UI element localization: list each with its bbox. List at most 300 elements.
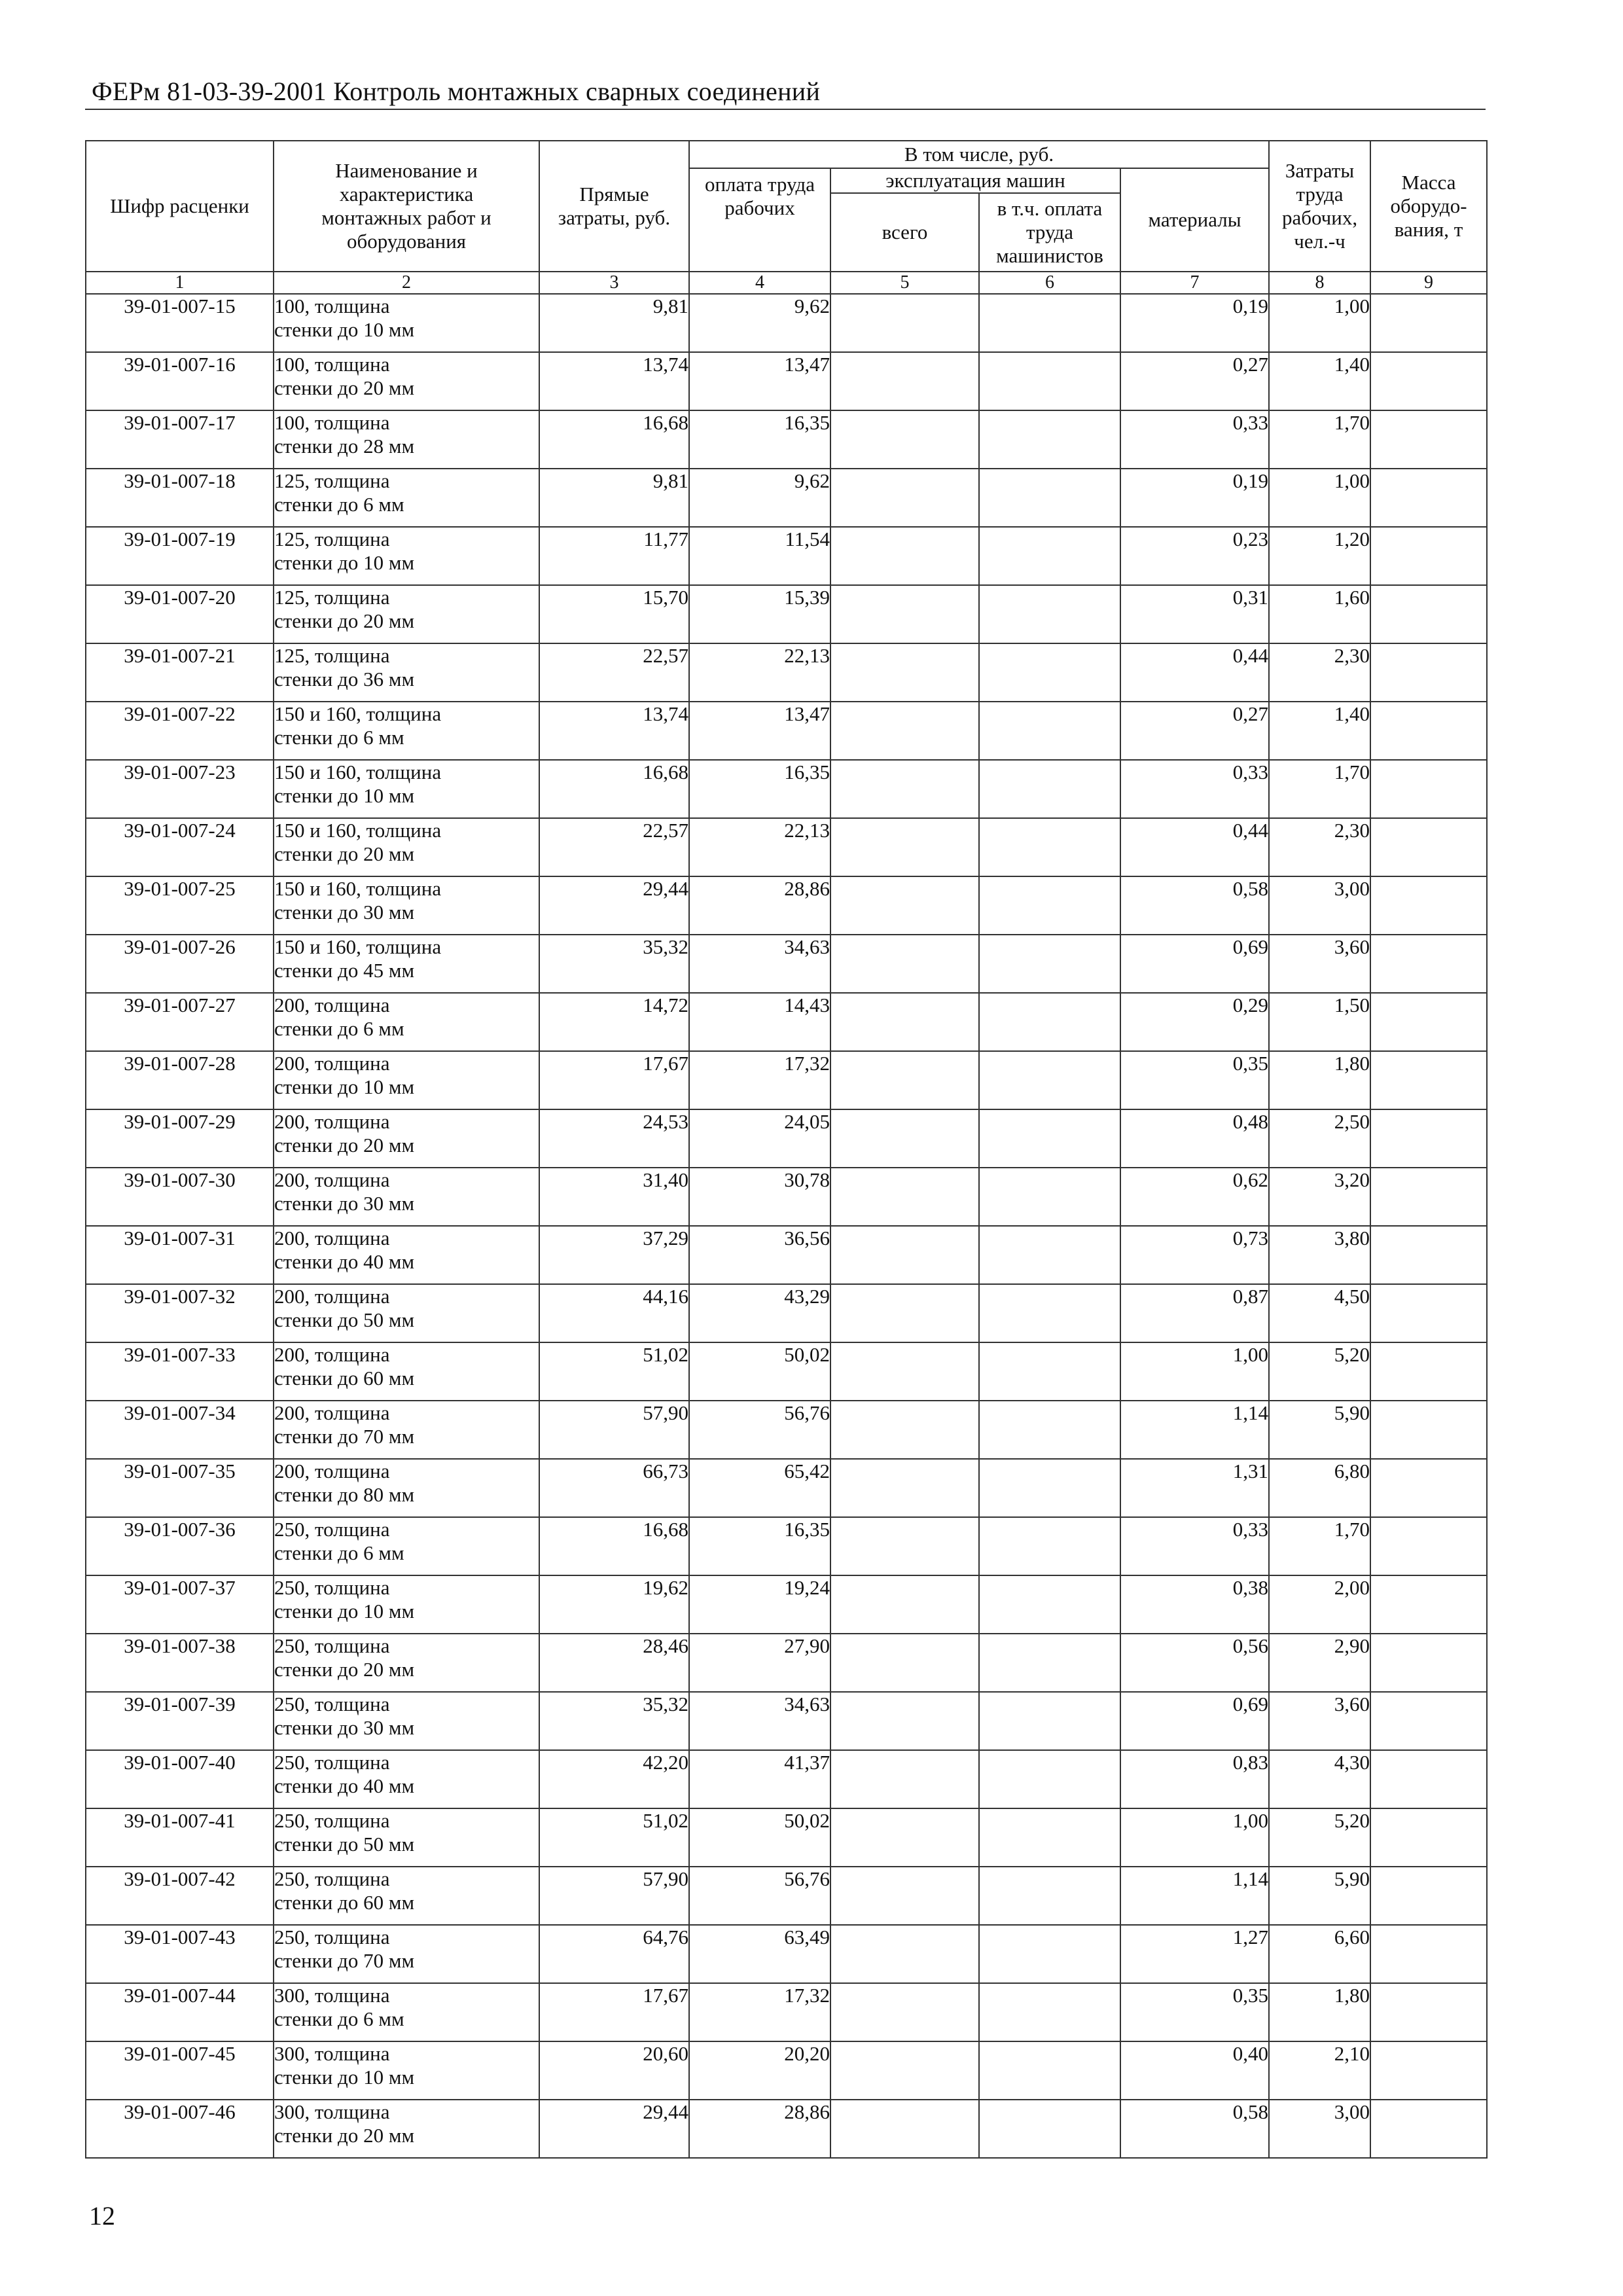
cell-code: 39-01-007-28 xyxy=(86,1051,274,1109)
cell-direct-costs: 35,32 xyxy=(539,935,689,993)
cell-labor-pay: 11,54 xyxy=(689,527,830,585)
description-line-2: стенки до 36 мм xyxy=(274,668,415,691)
description-line-1: 250, толщина xyxy=(274,1693,390,1715)
cell-materials: 0,62 xyxy=(1120,1168,1269,1226)
cell-labor-hours: 5,90 xyxy=(1269,1867,1370,1925)
cell-code: 39-01-007-16 xyxy=(86,352,274,410)
cell-direct-costs: 9,81 xyxy=(539,294,689,352)
cell-labor-pay: 14,43 xyxy=(689,993,830,1051)
header-machine-operation: эксплуатация машин xyxy=(830,168,1120,193)
cell-labor-pay: 17,32 xyxy=(689,1983,830,2041)
cell-machinist-pay xyxy=(979,760,1120,818)
cell-description xyxy=(274,1867,539,1925)
description-line-1: 250, толщина xyxy=(274,1867,390,1890)
cell-code: 39-01-007-32 xyxy=(86,1284,274,1342)
cell-equipment-mass xyxy=(1370,702,1487,760)
cell-machine-total xyxy=(830,1808,979,1867)
cell-machinist-pay xyxy=(979,1575,1120,1634)
cell-direct-costs: 13,74 xyxy=(539,352,689,410)
cell-equipment-mass xyxy=(1370,1808,1487,1867)
description-line-1: 125, толщина xyxy=(274,528,390,550)
cell-description xyxy=(274,993,539,1051)
cell-labor-hours: 6,80 xyxy=(1269,1459,1370,1517)
cell-machinist-pay xyxy=(979,1342,1120,1401)
description-line-2: стенки до 50 мм xyxy=(274,1308,415,1331)
cell-direct-costs: 57,90 xyxy=(539,1401,689,1459)
table-row xyxy=(86,1109,1487,1168)
cell-direct-costs: 22,57 xyxy=(539,643,689,702)
cell-labor-pay: 9,62 xyxy=(689,469,830,527)
cell-description xyxy=(274,1692,539,1750)
cell-direct-costs: 29,44 xyxy=(539,876,689,935)
cell-equipment-mass xyxy=(1370,410,1487,469)
cell-materials: 1,27 xyxy=(1120,1925,1269,1983)
description-line-2: стенки до 80 мм xyxy=(274,1483,415,1506)
cell-code: 39-01-007-35 xyxy=(86,1459,274,1517)
description-line-1: 150 и 160, толщина xyxy=(274,935,442,958)
cell-labor-hours: 2,10 xyxy=(1269,2041,1370,2100)
cell-labor-hours: 2,90 xyxy=(1269,1634,1370,1692)
header-direct-costs: Прямые затраты, руб. xyxy=(539,141,689,272)
cell-materials: 0,48 xyxy=(1120,1109,1269,1168)
table-row xyxy=(86,1226,1487,1284)
cell-machinist-pay xyxy=(979,993,1120,1051)
cell-machinist-pay xyxy=(979,585,1120,643)
cell-machine-total xyxy=(830,1692,979,1750)
table-row xyxy=(86,1808,1487,1867)
cell-labor-hours: 4,50 xyxy=(1269,1284,1370,1342)
cell-machine-total xyxy=(830,585,979,643)
table-row xyxy=(86,1168,1487,1226)
cell-equipment-mass xyxy=(1370,2100,1487,2158)
cell-machine-total xyxy=(830,1634,979,1692)
cell-code: 39-01-007-26 xyxy=(86,935,274,993)
description-line-1: 200, толщина xyxy=(274,1110,390,1133)
cell-direct-costs: 16,68 xyxy=(539,760,689,818)
cell-equipment-mass xyxy=(1370,760,1487,818)
cell-labor-hours: 1,80 xyxy=(1269,1983,1370,2041)
table-row xyxy=(86,1983,1487,2041)
cell-labor-pay: 17,32 xyxy=(689,1051,830,1109)
cell-labor-pay: 30,78 xyxy=(689,1168,830,1226)
cell-labor-hours: 3,20 xyxy=(1269,1168,1370,1226)
cell-machinist-pay xyxy=(979,1226,1120,1284)
cell-direct-costs: 13,74 xyxy=(539,702,689,760)
cell-code: 39-01-007-29 xyxy=(86,1109,274,1168)
cell-labor-pay: 28,86 xyxy=(689,2100,830,2158)
cell-machine-total xyxy=(830,2100,979,2158)
cell-description xyxy=(274,2041,539,2100)
cell-description xyxy=(274,1284,539,1342)
description-line-2: стенки до 20 мм xyxy=(274,376,415,399)
cell-materials: 0,23 xyxy=(1120,527,1269,585)
cell-code: 39-01-007-45 xyxy=(86,2041,274,2100)
cell-materials: 0,35 xyxy=(1120,1051,1269,1109)
cell-labor-pay: 34,63 xyxy=(689,1692,830,1750)
description-line-2: стенки до 30 мм xyxy=(274,1716,415,1739)
cell-materials: 0,44 xyxy=(1120,818,1269,876)
cell-equipment-mass xyxy=(1370,1168,1487,1226)
table-row xyxy=(86,1575,1487,1634)
description-line-1: 250, толщина xyxy=(274,1518,390,1541)
cell-machinist-pay xyxy=(979,1808,1120,1867)
cell-direct-costs: 22,57 xyxy=(539,818,689,876)
cell-machine-total xyxy=(830,2041,979,2100)
cell-code: 39-01-007-21 xyxy=(86,643,274,702)
cell-machinist-pay xyxy=(979,876,1120,935)
cell-machinist-pay xyxy=(979,1459,1120,1517)
description-line-1: 250, толщина xyxy=(274,1809,390,1832)
cell-code: 39-01-007-44 xyxy=(86,1983,274,2041)
cell-machinist-pay xyxy=(979,1634,1120,1692)
description-line-1: 100, толщина xyxy=(274,411,390,434)
cell-machinist-pay xyxy=(979,2100,1120,2158)
cell-machine-total xyxy=(830,760,979,818)
cell-code: 39-01-007-23 xyxy=(86,760,274,818)
cell-materials: 0,19 xyxy=(1120,294,1269,352)
cell-materials: 1,00 xyxy=(1120,1342,1269,1401)
cell-labor-hours: 2,00 xyxy=(1269,1575,1370,1634)
column-number: 7 xyxy=(1120,272,1269,294)
cell-labor-pay: 13,47 xyxy=(689,702,830,760)
description-line-1: 150 и 160, толщина xyxy=(274,819,442,842)
description-line-2: стенки до 60 мм xyxy=(274,1367,415,1390)
table-row xyxy=(86,1634,1487,1692)
cell-machine-total xyxy=(830,1226,979,1284)
cell-labor-pay: 41,37 xyxy=(689,1750,830,1808)
cell-labor-pay: 24,05 xyxy=(689,1109,830,1168)
cell-labor-pay: 50,02 xyxy=(689,1342,830,1401)
description-line-2: стенки до 20 мм xyxy=(274,1658,415,1681)
description-line-1: 200, толщина xyxy=(274,1052,390,1075)
table-row xyxy=(86,702,1487,760)
cell-machine-total xyxy=(830,818,979,876)
cell-description xyxy=(274,1750,539,1808)
cell-machine-total xyxy=(830,1983,979,2041)
description-line-2: стенки до 50 мм xyxy=(274,1833,415,1856)
cell-labor-pay: 27,90 xyxy=(689,1634,830,1692)
description-line-1: 250, толщина xyxy=(274,1926,390,1948)
cell-materials: 0,29 xyxy=(1120,993,1269,1051)
cell-equipment-mass xyxy=(1370,1284,1487,1342)
cell-machine-total xyxy=(830,702,979,760)
header-machine-total: всего xyxy=(830,193,979,272)
description-line-1: 100, толщина xyxy=(274,353,390,376)
cell-labor-pay: 16,35 xyxy=(689,410,830,469)
cell-description xyxy=(274,818,539,876)
cell-labor-hours: 3,80 xyxy=(1269,1226,1370,1284)
cell-labor-hours: 1,70 xyxy=(1269,410,1370,469)
cell-labor-pay: 20,20 xyxy=(689,2041,830,2100)
cell-code: 39-01-007-34 xyxy=(86,1401,274,1459)
cell-labor-hours: 6,60 xyxy=(1269,1925,1370,1983)
cell-labor-hours: 1,40 xyxy=(1269,702,1370,760)
cell-materials: 0,33 xyxy=(1120,1517,1269,1575)
cell-description xyxy=(274,294,539,352)
page-number: 12 xyxy=(89,2201,115,2231)
cell-machine-total xyxy=(830,1517,979,1575)
table-row xyxy=(86,2041,1487,2100)
cell-code: 39-01-007-40 xyxy=(86,1750,274,1808)
description-line-1: 300, толщина xyxy=(274,2100,390,2123)
table-row xyxy=(86,876,1487,935)
cell-direct-costs: 14,72 xyxy=(539,993,689,1051)
cell-description xyxy=(274,1051,539,1109)
cell-code: 39-01-007-24 xyxy=(86,818,274,876)
cell-materials: 0,58 xyxy=(1120,876,1269,935)
description-line-1: 150 и 160, толщина xyxy=(274,702,442,725)
cell-code: 39-01-007-39 xyxy=(86,1692,274,1750)
cell-equipment-mass xyxy=(1370,935,1487,993)
description-line-1: 300, толщина xyxy=(274,1984,390,2007)
description-line-1: 150 и 160, толщина xyxy=(274,877,442,900)
cell-direct-costs: 35,32 xyxy=(539,1692,689,1750)
cell-direct-costs: 9,81 xyxy=(539,469,689,527)
cell-labor-pay: 63,49 xyxy=(689,1925,830,1983)
cell-materials: 0,87 xyxy=(1120,1284,1269,1342)
description-line-2: стенки до 10 мм xyxy=(274,551,415,574)
cell-description xyxy=(274,1226,539,1284)
column-number: 1 xyxy=(86,272,274,294)
cell-equipment-mass xyxy=(1370,876,1487,935)
cell-labor-pay: 9,62 xyxy=(689,294,830,352)
cell-machinist-pay xyxy=(979,410,1120,469)
cell-labor-hours: 2,30 xyxy=(1269,643,1370,702)
cell-machinist-pay xyxy=(979,1109,1120,1168)
cell-materials: 0,35 xyxy=(1120,1983,1269,2041)
cell-description xyxy=(274,1517,539,1575)
table-row xyxy=(86,1750,1487,1808)
cell-materials: 0,40 xyxy=(1120,2041,1269,2100)
description-line-1: 200, толщина xyxy=(274,1227,390,1249)
column-number: 3 xyxy=(539,272,689,294)
description-line-2: стенки до 45 мм xyxy=(274,959,415,982)
cell-materials: 0,58 xyxy=(1120,2100,1269,2158)
table-row xyxy=(86,993,1487,1051)
cell-equipment-mass xyxy=(1370,2041,1487,2100)
cell-equipment-mass xyxy=(1370,1051,1487,1109)
cell-direct-costs: 17,67 xyxy=(539,1983,689,2041)
header-machinist-pay: в т.ч. оплата труда машинистов xyxy=(979,193,1120,272)
cell-machine-total xyxy=(830,643,979,702)
description-line-1: 150 и 160, толщина xyxy=(274,761,442,783)
column-number: 2 xyxy=(274,272,539,294)
rates-table xyxy=(85,140,1488,2159)
cell-labor-pay: 34,63 xyxy=(689,935,830,993)
cell-description xyxy=(274,352,539,410)
cell-materials: 0,69 xyxy=(1120,1692,1269,1750)
description-line-2: стенки до 20 мм xyxy=(274,1134,415,1157)
description-line-1: 250, толщина xyxy=(274,1576,390,1599)
cell-labor-pay: 13,47 xyxy=(689,352,830,410)
cell-materials: 0,56 xyxy=(1120,1634,1269,1692)
cell-materials: 1,00 xyxy=(1120,1808,1269,1867)
cell-description xyxy=(274,585,539,643)
cell-labor-hours: 3,00 xyxy=(1269,2100,1370,2158)
cell-labor-hours: 5,90 xyxy=(1269,1401,1370,1459)
cell-labor-pay: 22,13 xyxy=(689,818,830,876)
cell-machinist-pay xyxy=(979,1401,1120,1459)
cell-direct-costs: 24,53 xyxy=(539,1109,689,1168)
cell-direct-costs: 31,40 xyxy=(539,1168,689,1226)
cell-labor-hours: 3,00 xyxy=(1269,876,1370,935)
cell-code: 39-01-007-38 xyxy=(86,1634,274,1692)
cell-direct-costs: 44,16 xyxy=(539,1284,689,1342)
cell-labor-pay: 16,35 xyxy=(689,1517,830,1575)
cell-machine-total xyxy=(830,1459,979,1517)
column-number: 6 xyxy=(979,272,1120,294)
cell-code: 39-01-007-20 xyxy=(86,585,274,643)
cell-machine-total xyxy=(830,469,979,527)
cell-labor-pay: 43,29 xyxy=(689,1284,830,1342)
description-line-1: 100, толщина xyxy=(274,295,390,317)
cell-materials: 1,14 xyxy=(1120,1401,1269,1459)
cell-machine-total xyxy=(830,294,979,352)
cell-direct-costs: 64,76 xyxy=(539,1925,689,1983)
table-row xyxy=(86,1051,1487,1109)
header-labor-pay: оплата труда рабочих xyxy=(689,168,830,272)
cell-labor-hours: 1,00 xyxy=(1269,294,1370,352)
cell-machinist-pay xyxy=(979,1983,1120,2041)
cell-machine-total xyxy=(830,876,979,935)
cell-code: 39-01-007-42 xyxy=(86,1867,274,1925)
cell-equipment-mass xyxy=(1370,993,1487,1051)
table-row xyxy=(86,1925,1487,1983)
cell-labor-hours: 1,00 xyxy=(1269,469,1370,527)
header-materials: материалы xyxy=(1120,168,1269,272)
cell-machinist-pay xyxy=(979,1925,1120,1983)
table-row xyxy=(86,527,1487,585)
header-including: В том числе, руб. xyxy=(689,141,1269,168)
cell-description xyxy=(274,702,539,760)
cell-materials: 1,31 xyxy=(1120,1459,1269,1517)
cell-description xyxy=(274,1459,539,1517)
cell-labor-hours: 5,20 xyxy=(1269,1808,1370,1867)
description-line-2: стенки до 20 мм xyxy=(274,2124,415,2147)
cell-labor-pay: 56,76 xyxy=(689,1867,830,1925)
cell-labor-hours: 1,70 xyxy=(1269,1517,1370,1575)
cell-description xyxy=(274,1925,539,1983)
cell-equipment-mass xyxy=(1370,1401,1487,1459)
cell-direct-costs: 16,68 xyxy=(539,410,689,469)
cell-machine-total xyxy=(830,1109,979,1168)
description-line-2: стенки до 6 мм xyxy=(274,2007,404,2030)
table-row xyxy=(86,1692,1487,1750)
cell-description xyxy=(274,1808,539,1867)
description-line-2: стенки до 10 мм xyxy=(274,1075,415,1098)
description-line-1: 200, толщина xyxy=(274,1401,390,1424)
cell-direct-costs: 20,60 xyxy=(539,2041,689,2100)
table-row xyxy=(86,1342,1487,1401)
cell-equipment-mass xyxy=(1370,1634,1487,1692)
cell-machine-total xyxy=(830,1168,979,1226)
cell-labor-hours: 2,50 xyxy=(1269,1109,1370,1168)
cell-code: 39-01-007-41 xyxy=(86,1808,274,1867)
cell-direct-costs: 66,73 xyxy=(539,1459,689,1517)
cell-labor-pay: 36,56 xyxy=(689,1226,830,1284)
header-code: Шифр расценки xyxy=(86,141,274,272)
cell-equipment-mass xyxy=(1370,1692,1487,1750)
cell-machine-total xyxy=(830,935,979,993)
table-row xyxy=(86,585,1487,643)
cell-labor-hours: 3,60 xyxy=(1269,935,1370,993)
cell-labor-pay: 50,02 xyxy=(689,1808,830,1867)
cell-description xyxy=(274,1401,539,1459)
cell-code: 39-01-007-22 xyxy=(86,702,274,760)
cell-labor-hours: 2,30 xyxy=(1269,818,1370,876)
cell-machine-total xyxy=(830,1750,979,1808)
cell-machinist-pay xyxy=(979,1867,1120,1925)
cell-direct-costs: 16,68 xyxy=(539,1517,689,1575)
cell-machine-total xyxy=(830,1925,979,1983)
cell-labor-hours: 1,60 xyxy=(1269,585,1370,643)
cell-code: 39-01-007-36 xyxy=(86,1517,274,1575)
cell-description xyxy=(274,1109,539,1168)
description-line-1: 125, толщина xyxy=(274,469,390,492)
table-body xyxy=(86,294,1487,2158)
cell-direct-costs: 19,62 xyxy=(539,1575,689,1634)
cell-machinist-pay xyxy=(979,935,1120,993)
description-line-2: стенки до 30 мм xyxy=(274,901,415,924)
cell-materials: 0,44 xyxy=(1120,643,1269,702)
cell-machinist-pay xyxy=(979,702,1120,760)
cell-direct-costs: 17,67 xyxy=(539,1051,689,1109)
cell-code: 39-01-007-30 xyxy=(86,1168,274,1226)
table-row xyxy=(86,1401,1487,1459)
cell-machine-total xyxy=(830,993,979,1051)
description-line-1: 200, толщина xyxy=(274,1285,390,1308)
cell-equipment-mass xyxy=(1370,1867,1487,1925)
column-number: 4 xyxy=(689,272,830,294)
table-row xyxy=(86,410,1487,469)
cell-direct-costs: 15,70 xyxy=(539,585,689,643)
description-line-1: 250, толщина xyxy=(274,1634,390,1657)
header-labor-cost: Затраты труда рабочих, чел.-ч xyxy=(1269,141,1370,272)
description-line-2: стенки до 10 мм xyxy=(274,2066,415,2089)
description-line-2: стенки до 70 мм xyxy=(274,1425,415,1448)
cell-description xyxy=(274,1342,539,1401)
table-row xyxy=(86,294,1487,352)
cell-machine-total xyxy=(830,1342,979,1401)
cell-description xyxy=(274,2100,539,2158)
cell-labor-pay: 22,13 xyxy=(689,643,830,702)
cell-materials: 0,27 xyxy=(1120,352,1269,410)
cell-machinist-pay xyxy=(979,1692,1120,1750)
table-row xyxy=(86,2100,1487,2158)
cell-direct-costs: 57,90 xyxy=(539,1867,689,1925)
cell-description xyxy=(274,527,539,585)
cell-code: 39-01-007-17 xyxy=(86,410,274,469)
description-line-1: 250, толщина xyxy=(274,1751,390,1774)
cell-description xyxy=(274,643,539,702)
cell-code: 39-01-007-25 xyxy=(86,876,274,935)
cell-direct-costs: 51,02 xyxy=(539,1342,689,1401)
description-line-2: стенки до 6 мм xyxy=(274,726,404,749)
cell-description xyxy=(274,876,539,935)
cell-description xyxy=(274,1168,539,1226)
table-row xyxy=(86,818,1487,876)
cell-direct-costs: 51,02 xyxy=(539,1808,689,1867)
column-number: 9 xyxy=(1370,272,1487,294)
cell-description xyxy=(274,935,539,993)
cell-equipment-mass xyxy=(1370,1342,1487,1401)
cell-code: 39-01-007-18 xyxy=(86,469,274,527)
description-line-2: стенки до 60 мм xyxy=(274,1891,415,1914)
description-line-2: стенки до 6 мм xyxy=(274,1541,404,1564)
column-number: 5 xyxy=(830,272,979,294)
cell-labor-hours: 1,70 xyxy=(1269,760,1370,818)
cell-equipment-mass xyxy=(1370,1575,1487,1634)
